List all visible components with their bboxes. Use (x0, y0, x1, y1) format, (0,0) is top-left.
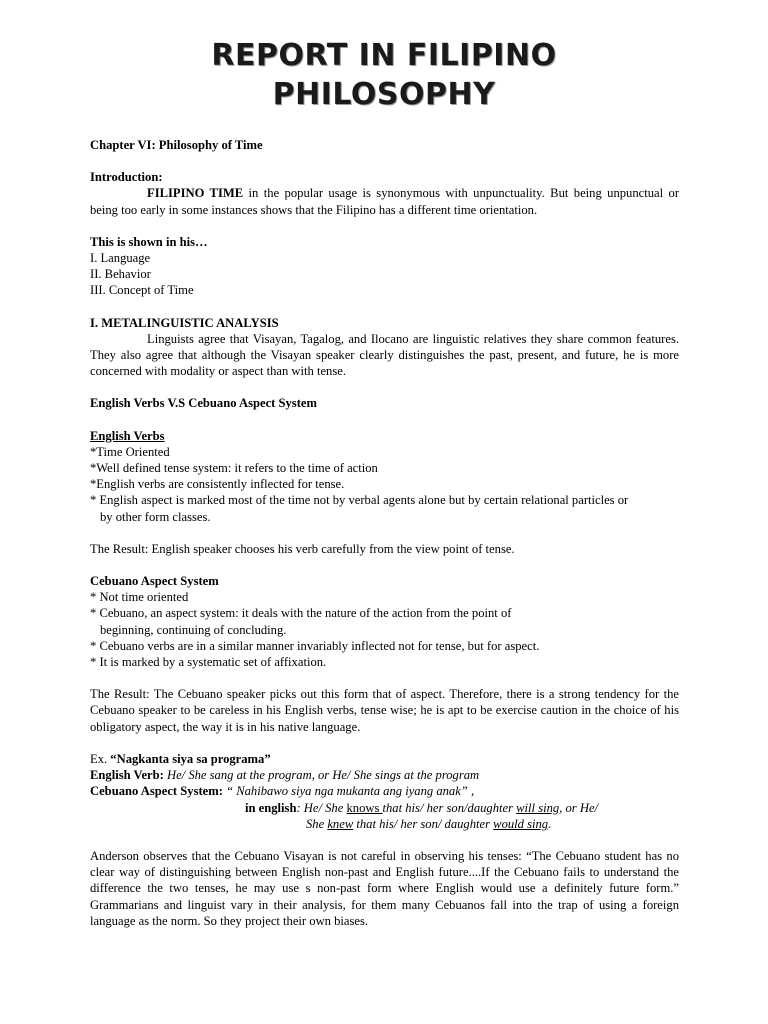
will-sing-phrase: will sing (516, 800, 560, 815)
intro-paragraph (90, 185, 679, 217)
cebuano-aspect-text: “ Nahibawo siya nga mukanta ang iyang anak” , (222, 784, 475, 799)
example-translation-line-1 (90, 800, 679, 816)
anderson-paragraph: Anderson observes that the Cebuano Visayan is not careful in observing his tenses: “The Cebuano student has no clear way of distinguishing between English non-past and English future....If the Cebuano fails to understand the difference the two tenses, he may use s non-past form where English would use a definitely future form.” Grammarians and linguist vary in their analysis, for them many Cebuanos fall into the trap of using a foreign language as the norm. So they project their own biases. (90, 848, 679, 928)
in-english-label: in english (245, 800, 297, 815)
shown-item: I. Language (90, 251, 151, 266)
shown-heading: This is shown in his… (90, 234, 208, 249)
translation-text: that his/ her son/daughter (382, 800, 517, 815)
example-sentence: “Nagkanta siya sa programa” (110, 751, 271, 766)
example-prefix: Ex. (90, 751, 111, 766)
shown-item: II. Behavior (90, 267, 151, 282)
english-verb-label: English Verb: (90, 768, 164, 783)
cebuano-item: * It is marked by a systematic set of affixation. (90, 655, 327, 670)
cebuano-heading: Cebuano Aspect System (90, 574, 219, 589)
example-cebuano (90, 783, 679, 799)
example-english-verb (90, 767, 679, 783)
translation-text: : He/ She (296, 800, 347, 815)
knew-word: knew (327, 816, 354, 831)
example-line (90, 751, 679, 767)
cebuano-result: The Result: The Cebuano speaker picks out this form that of aspect. Therefore, there is a strong tendency for the Cebuano speaker to be careless in his English verbs, tense wise; he is apt to be exercise caution in the choice of his obligatory aspect, the way it is in his native language. (90, 687, 679, 734)
cebuano-aspect-label: Cebuano Aspect System: (90, 784, 223, 799)
knows-word: knows (346, 800, 383, 815)
english-verbs-item: *Time Oriented (90, 444, 170, 459)
english-verbs-item: * English aspect is marked most of the time not by verbal agents alone but by certain relational particles or by other form classes. (90, 493, 629, 524)
shown-item: III. Concept of Time (90, 283, 194, 298)
english-verb-text: He/ She sang at the program, or He/ She sings at the program (163, 768, 480, 783)
chapter-heading: Chapter VI: Philosophy of Time (90, 138, 263, 152)
intro-text: in the popular usage is synonymous with unpunctuality. But being unpunctual or being too early in some instances shows that the Filipino has a different time orientation. (90, 186, 680, 217)
document-title (0, 36, 768, 114)
would-sing-phrase: would sing (493, 816, 549, 831)
translation-text: She (306, 816, 328, 831)
cebuano-item: * Not time oriented (90, 590, 189, 605)
document-body (90, 137, 679, 929)
intro-lead: FILIPINO TIME (147, 186, 244, 201)
example-translation-line-2 (90, 816, 679, 832)
intro-heading: Introduction: (90, 170, 163, 185)
cebuano-item: * Cebuano verbs are in a similar manner invariably inflected not for tense, but for aspect. (90, 638, 540, 653)
metalinguistic-paragraph: Linguists agree that Visayan, Tagalog, and Ilocano are linguistic relatives they share common features. They also agree that although the Visayan speaker clearly distinguishes the past, present, and future, he is more concerned with modality or aspect than with tense. (90, 331, 679, 379)
versus-heading: English Verbs V.S Cebuano Aspect System (90, 396, 317, 411)
translation-text: . (548, 816, 552, 831)
translation-text: that his/ her son/ daughter (353, 816, 494, 831)
english-verbs-item: *English verbs are consistently inflected for tense. (90, 477, 345, 492)
title-line-1: REPORT IN FILIPINO (211, 38, 557, 73)
metalinguistic-heading: I. METALINGUISTIC ANALYSIS (90, 315, 279, 330)
english-verbs-heading: English Verbs (90, 428, 165, 443)
translation-text: , or He/ (559, 800, 599, 815)
cebuano-item: * Cebuano, an aspect system: it deals with the nature of the action from the point of beginning, continuing of concluding. (90, 606, 512, 637)
english-verbs-result: The Result: English speaker chooses his verb carefully from the view point of tense. (90, 541, 515, 556)
title-line-2: PHILOSOPHY (272, 77, 496, 112)
english-verbs-item: *Well defined tense system: it refers to the time of action (90, 461, 378, 476)
